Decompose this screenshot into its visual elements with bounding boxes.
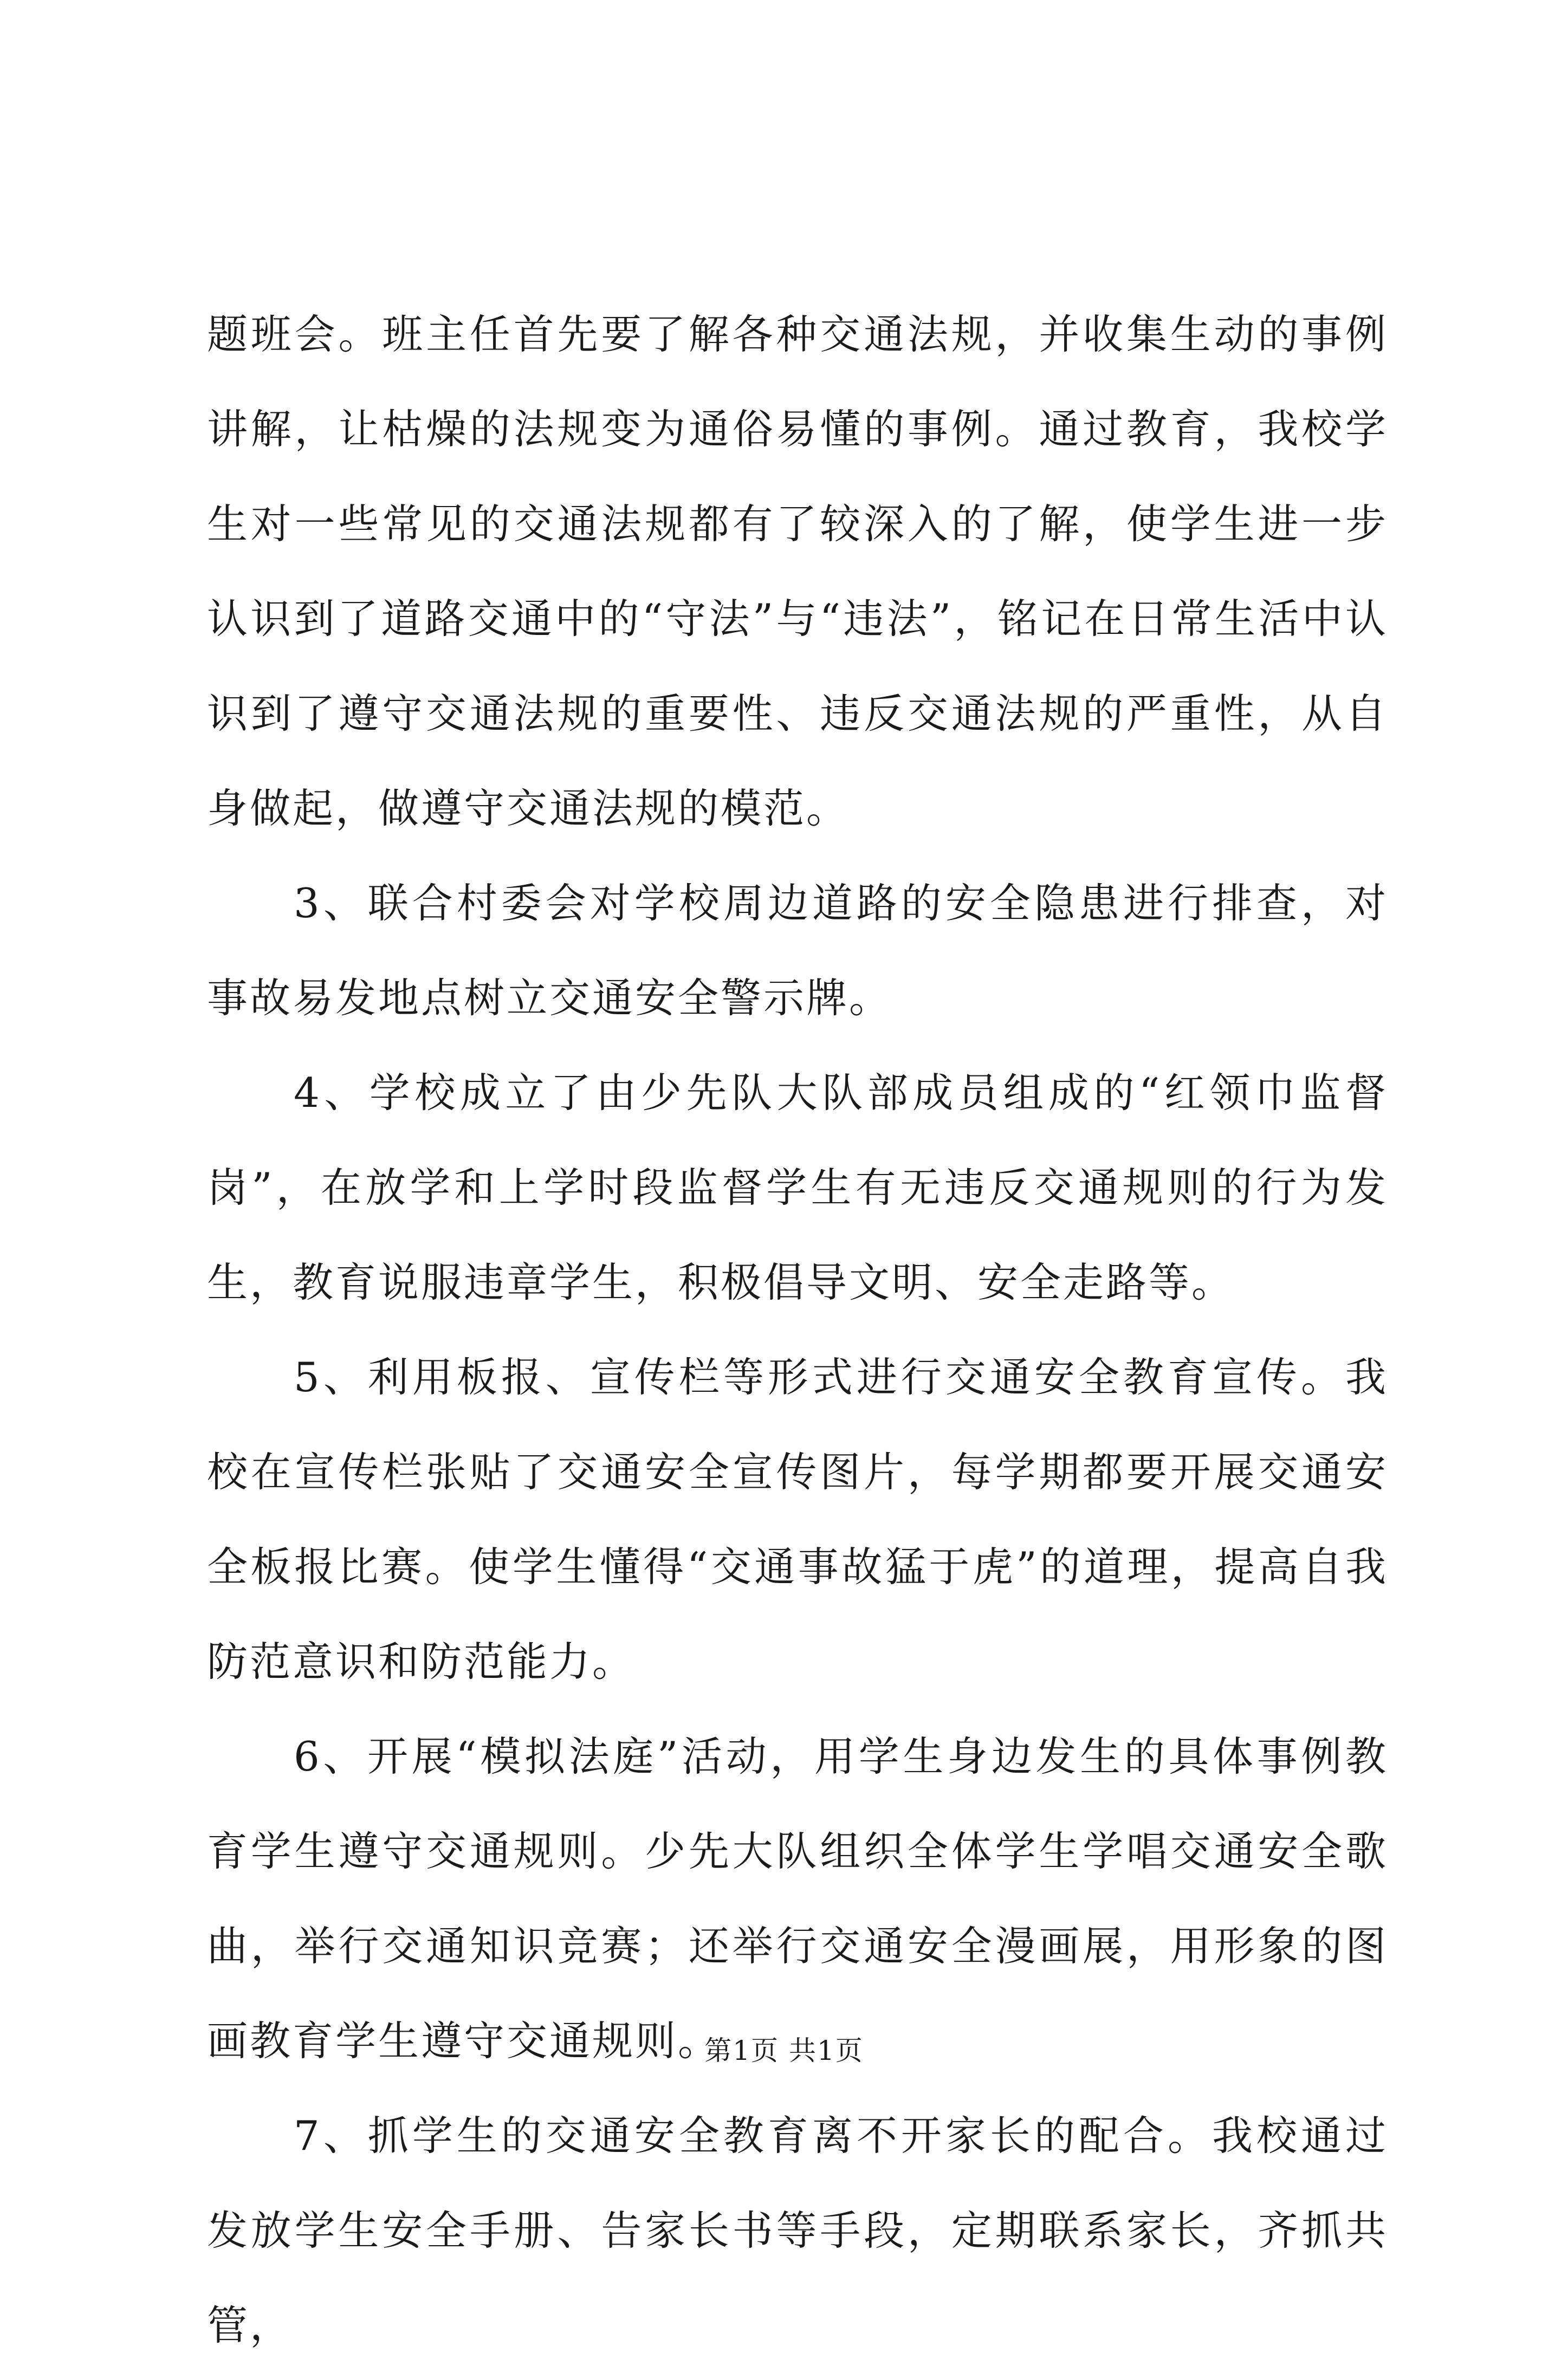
- page-number-footer: 第1页 共1页: [704, 2035, 864, 2066]
- paragraph-item-3: 3、联合村委会对学校周边道路的安全隐患进行排查，对事故易发地点树立交通安全警示牌。: [207, 879, 1388, 1022]
- paragraph-item-4: 4、学校成立了由少先队大队部成员组成的“红领巾监督岗”，在放学和上学时段监督学生有无违反交通规则的行为发生，教育说服违章学生，积极倡导文明、安全走路等。: [207, 1069, 1388, 1306]
- paragraph-continuation: 题班会。班主任首先要了解各种交通法规，并收集生动的事例讲解，让枯燥的法规变为通俗易懂的事例。通过教育，我校学生对一些常见的交通法规都有了较深入的了解，使学生进一步认识到了道路交通中的“守法”与“违法”，铭记在日常生活中认识到了遵守交通法规的重要性、违反交通法规的严重性，从自身做起，做遵守交通法规的模范。: [207, 310, 1388, 832]
- paragraph-item-7: 7、抓学生的交通安全教育离不开家长的配合。我校通过发放学生安全手册、告家长书等手段，定期联系家长，齐抓共管，: [207, 2112, 1388, 2349]
- paragraph-item-6: 6、开展“模拟法庭”活动，用学生身边发生的具体事例教育学生遵守交通规则。少先大队组织全体学生学唱交通安全歌曲，举行交通知识竞赛；还举行交通安全漫画展，用形象的图画教育学生遵守交通规则。: [207, 1733, 1388, 2065]
- paragraph-item-5: 5、利用板报、宣传栏等形式进行交通安全教育宣传。我校在宣传栏张贴了交通安全宣传图片，每学期都要开展交通安全板报比赛。使学生懂得“交通事故猛于虎”的道理，提高自我防范意识和防范能力。: [207, 1353, 1388, 1685]
